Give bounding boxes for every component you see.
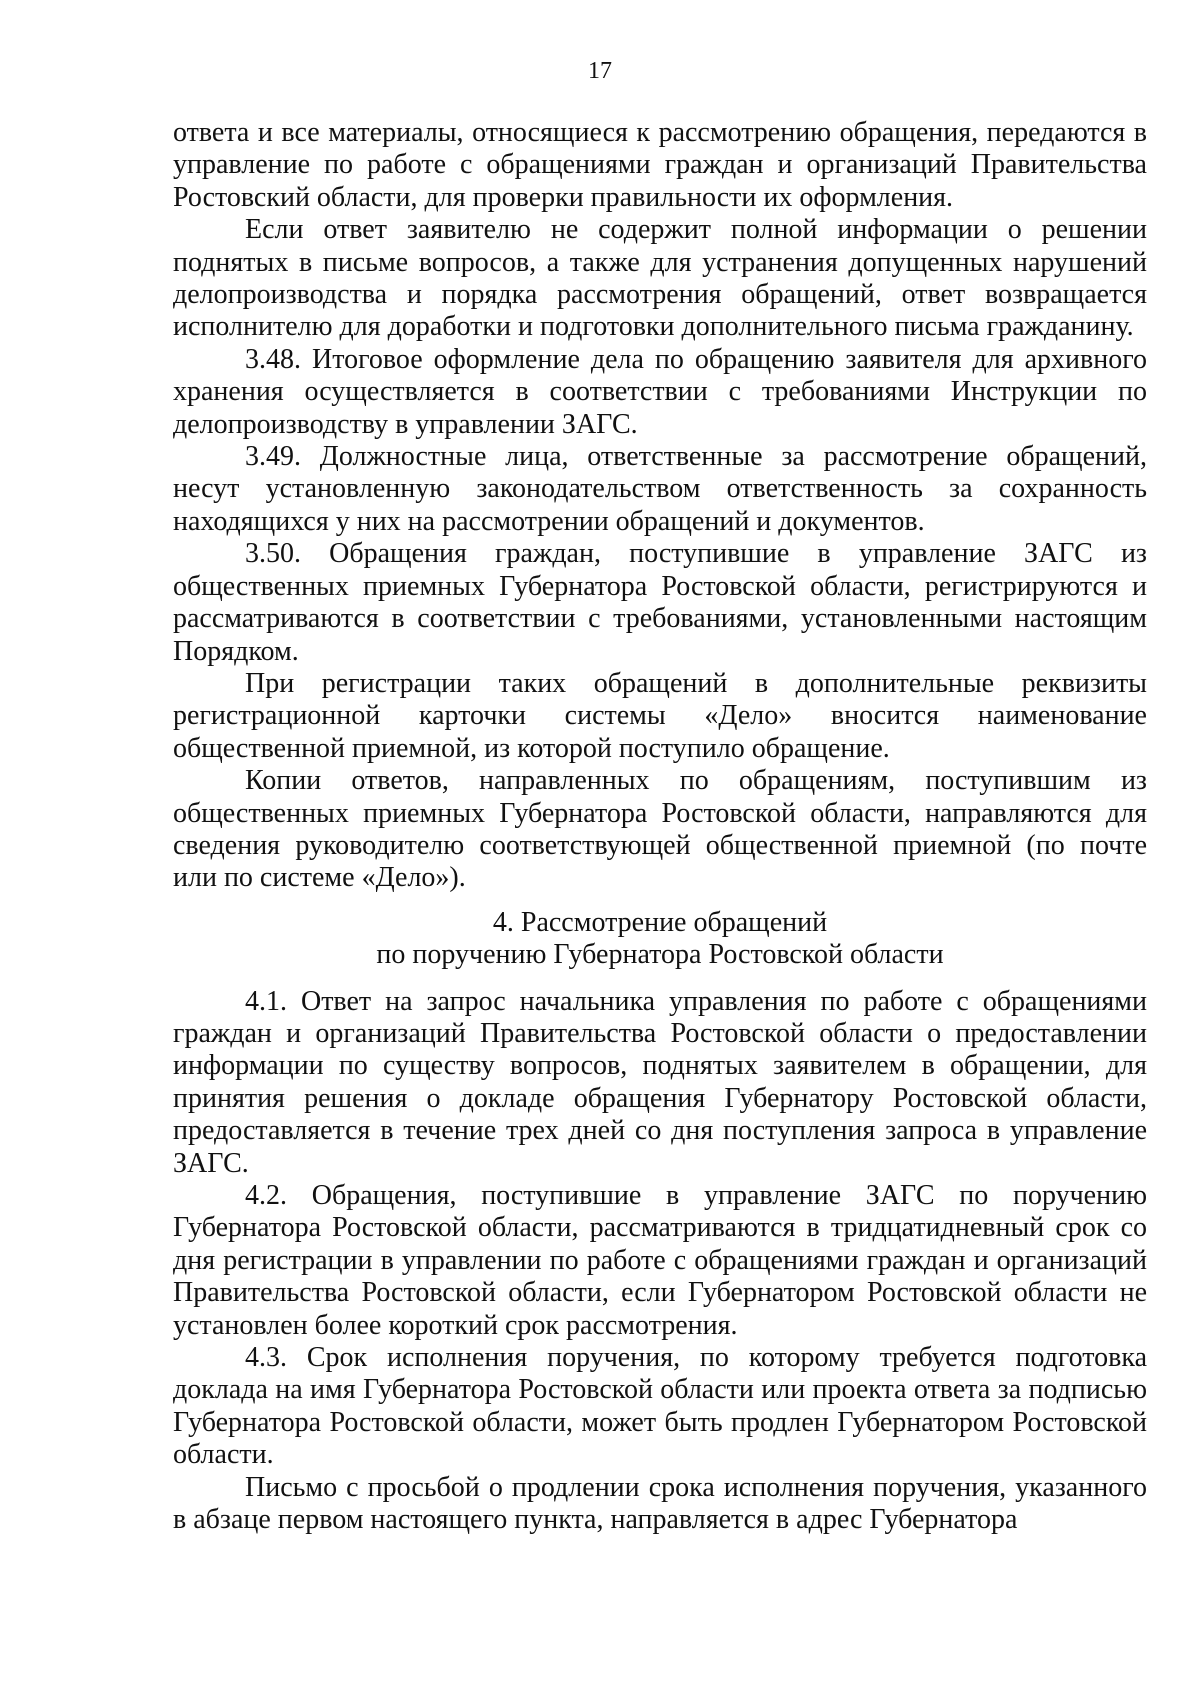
paragraph-continuation: ответа и все материалы, относящиеся к рассмотрению обращения, передаются в управление по работе с обращениями граждан и организаций Правительства Ростовский области, для проверки правильности их оформления. — [173, 117, 1147, 213]
paragraph-3-50: 3.50. Обращения граждан, поступившие в управление ЗАГС из общественных приемных Губернатора Ростовской области, регистрируются и рассматриваются в соответствии с требованиями, установленными настоящим Порядком. — [173, 538, 1147, 667]
section-heading-line-2: по поручению Губернатора Ростовской области — [376, 939, 944, 971]
section-heading-line-1: 4. Рассмотрение обращений — [492, 906, 828, 938]
paragraph-4-2: 4.2. Обращения, поступившие в управление ЗАГС по поручению Губернатора Ростовской области, рассматриваются в тридцатидневный срок со дня регистрации в управлении по работе с обращениями граждан и организаций Правительства Ростовской области, если Губернатором Ростовской области не установлен более короткий срок рассмотрения. — [173, 1180, 1147, 1341]
page-number: 17 — [588, 58, 612, 84]
paragraph-return-to-executor: Если ответ заявителю не содержит полной информации о решении поднятых в письме вопросов, а также для устранения допущенных нарушений делопроизводства и порядка рассмотрения обращений, ответ возвращается исполнителю для доработки и подготовки дополнительного письма гражданину. — [173, 214, 1147, 343]
paragraph-answer-copies: Копии ответов, направленных по обращениям, поступившим из общественных приемных Губернатора Ростовской области, направляются для сведения руководителю соответствующей общественной приемной (по почте или по системе «Дело»). — [173, 765, 1147, 894]
paragraph-4-1: 4.1. Ответ на запрос начальника управления по работе с обращениями граждан и организаций Правительства Ростовской области о предоставлении информации по существу вопросов, поднятых заявителем в обращении, для принятия решения о докладе обращения Губернатору Ростовской области, предоставляется в течение трех дней со дня поступления запроса в управление ЗАГС. — [173, 985, 1147, 1179]
paragraph-extension-letter: Письмо с просьбой о продлении срока исполнения поручения, указанного в абзаце первом настоящего пункта, направляется в адрес Губернатора — [173, 1471, 1147, 1536]
section-heading — [173, 907, 1147, 972]
paragraph-3-48: 3.48. Итоговое оформление дела по обращению заявителя для архивного хранения осуществляется в соответствии с требованиями Инструкции по делопроизводству в управлении ЗАГС. — [173, 343, 1147, 440]
paragraph-registration-details: При регистрации таких обращений в дополнительные реквизиты регистрационной карточки системы «Дело» вносится наименование общественной приемной, из которой поступило обращение. — [173, 667, 1147, 764]
paragraph-3-49: 3.49. Должностные лица, ответственные за рассмотрение обращений, несут установленную законодательством ответственность за сохранность находящихся у них на рассмотрении обращений и документов. — [173, 441, 1147, 537]
paragraph-4-3: 4.3. Срок исполнения поручения, по которому требуется подготовка доклада на имя Губернатора Ростовской области или проекта ответа за подписью Губернатора Ростовской области, может быть продлен Губернатором Ростовской области. — [173, 1342, 1147, 1471]
document-body — [173, 117, 1147, 1536]
